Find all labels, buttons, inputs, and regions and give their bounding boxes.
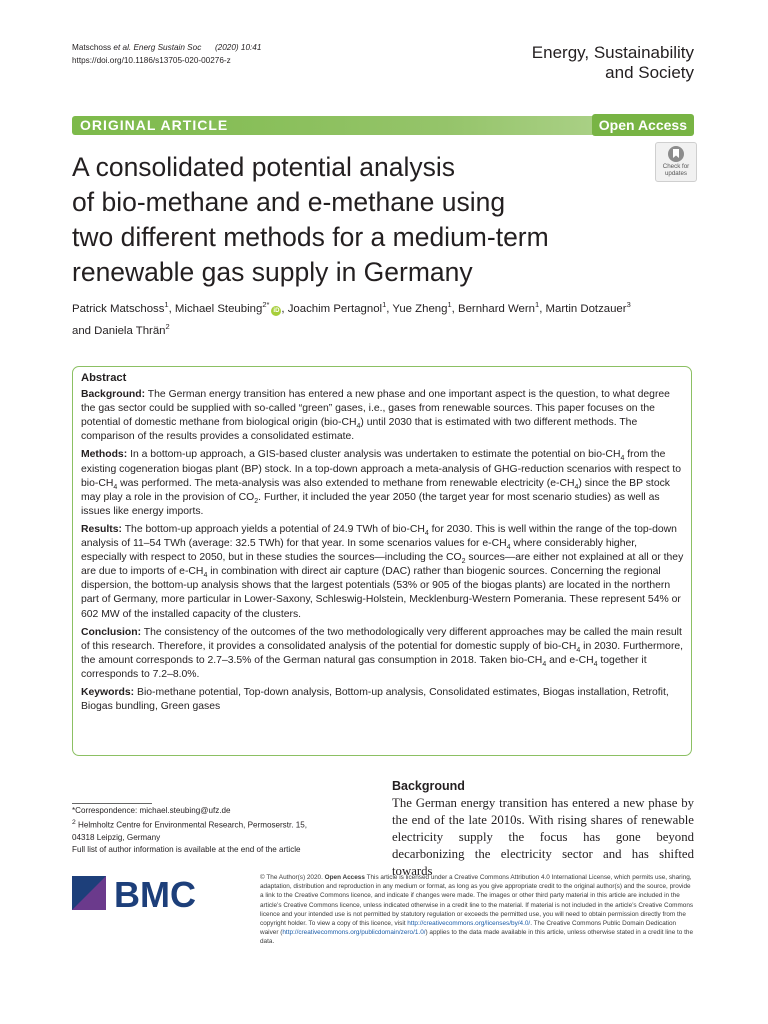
abstract-keywords: Keywords: Bio-methane potential, Top-down analysis, Bottom-up analysis, Consolidated estimates, Biogas installation, Retrofit, Biogas bundling, Green gases (81, 686, 669, 713)
citation-year-volume: (2020) 10:41 (214, 43, 262, 52)
article-type-label: ORIGINAL ARTICLE (80, 117, 229, 133)
section-label: Keywords: (81, 686, 135, 698)
abstract-background: Background: The German energy transition has entered a new phase and one important aspect is the question, to what degree the gas sector could be supplied with so-called “green” gases, i.e., gases from renewable sources. This paper focuses on the potential of domestic methane from biological origin $(bio-CH_4)$ until 2030 that is estimated with two different methods. The comparison of the results provides a consolidated estimate. (81, 389, 670, 443)
footnote-divider (72, 803, 152, 804)
author-name[interactable]: , Martin Dotzauer (539, 302, 627, 315)
body-column (392, 778, 694, 880)
body-paragraph: The German energy transition has entered a new phase by the end of the late 2010s. With rising shares of renewable electricity supply the focus has gone beyond decarbonizing the electricity sector and has shifted towards (392, 796, 694, 878)
section-label: Results: (81, 523, 122, 535)
abstract-conclusion: Conclusion: The consistency of the outcomes of the two methodologically very different approaches may be called the main result of this research. Therefore, it provides a consolidated analysis of the potential for domestic supply of bio-$CH_4$ in 2030. Furthermore, the amount corresponds to 2.7–3.5% of the German natural gas consumption in 2018. Taken bio-$CH_4$ and $e-CH_4$ together it corresponds to 7.2–8.0%. (81, 626, 684, 680)
abstract-content (81, 371, 685, 718)
article-title (72, 150, 632, 290)
correspondence-email[interactable]: *Correspondence: michael.steubing@ufz.de (72, 806, 231, 815)
citation-header (72, 41, 261, 67)
title-line: two different methods for a medium-term (72, 222, 549, 252)
author-name[interactable]: , Joachim Pertagnol (281, 302, 383, 315)
correspondence-footnote (72, 805, 352, 856)
public-domain-link[interactable]: http://creativecommons.org/publicdomain/zero/1.0/ (282, 929, 426, 937)
citation-authors: Matschoss (72, 43, 112, 52)
affiliation-line: $^2$ Helmholtz Centre for Environmental Research, Permoserstr. 15, (72, 819, 307, 830)
section-label: Methods: (81, 449, 128, 461)
author-name[interactable]: Patrick Matschoss (72, 302, 165, 315)
section-label: Background: (81, 389, 146, 401)
bmc-logo-icon (72, 874, 214, 914)
check-updates-line1: Check for (662, 163, 690, 170)
bookmark-ribbon-icon (666, 145, 686, 163)
affiliation-mark: 2* (262, 300, 270, 309)
abstract-heading: Abstract (81, 372, 127, 384)
bmc-logo-text: BMC (114, 874, 196, 914)
title-line: renewable gas supply in Germany (72, 257, 473, 287)
journal-name-line1: Energy, Sustainability (531, 43, 694, 62)
check-for-updates-button[interactable] (655, 142, 697, 182)
license-link[interactable]: http://creativecommons.org/licenses/by/4.0/ (407, 920, 531, 928)
section-label: Conclusion: (81, 626, 142, 638)
open-access-badge: Open Access (592, 114, 694, 136)
author-name[interactable]: and Daniela Thrän (72, 324, 166, 337)
orcid-icon[interactable]: iD (273, 307, 280, 314)
author-name[interactable]: , Bernhard Wern (451, 302, 536, 315)
abstract-results: Results: The bottom-up approach yields a potential of 24.9 TWh of bio-$CH_4$ for 2030. This is well within the range of the top-down analysis of 11–54 TWh (average: 32.5 TWh) for that year. In some scenarios values for $e-CH_4$ where considerably higher, especially with respect to 2050, but in these studies the sources—including the $CO_2$ sources—are either not explained at all or they are due to imports of $e-CH_4$ in combination with direct air capture (DAC) rather than biogenic sources. Concerning the regional dispersion, the bottom-up analysis shows that the largest potentials (53% or 905 of the biogas plants) are located in the northern part of Germany, more particular in Lower-Saxony, Schleswig-Holstein, Mecklenburg-Western Pomerania. These represent 54% or 602 MW of the installed capacity of the clusters. (81, 523, 684, 620)
author-name[interactable]: , Michael Steubing (168, 302, 263, 315)
license-notice: © The Author(s) 2020. Open Access This article is licensed under a Creative Commons Attribution 4.0 International License, which permits use, sharing, adaptation, distribution and reproduction in any medium or format, as long as you give appropriate credit to the original author(s) and the source, provide a link to the Creative Commons licence, and indicate if changes were made. The images or other third party material in this article are included in the article’s Creative Commons licence, unless indicated otherwise in a credit line to the material. If material is not included in the article’s Creative Commons licence and your intended use is not permitted by statutory regulation or exceeds the permitted use, you will need to obtain permission directly from the copyright holder. To view a copy of this licence, visit http://creativecommons.org/licenses/by/4.0/. The Creative Commons Public Domain Dedication waiver (http://creativecommons.org/publicdomain/zero/1.0/) applies to the data made available in this article, unless otherwise stated in a credit line to the data. (260, 874, 694, 946)
abstract-methods: Methods: In a bottom-up approach, a GIS-based cluster analysis was undertaken to estimate the potential on bio-$CH_4$ from the existing cogeneration biogas plant (BP) stock. In a top-down approach a meta-analysis of GHG-reduction scenarios with respect to bio-$CH_4$ was performed. The meta-analysis was also extended to methane from renewable electricity $(e-CH_4)$ since the BP stock may play a role in the provision of $CO_2$. Further, it included the year 2050 (the target year for most scenario studies) as well as issues like energy imports. (81, 449, 682, 517)
citation-etal: et al. (113, 43, 132, 52)
affiliation-mark: 1 (382, 300, 387, 309)
journal-name (532, 43, 694, 83)
affiliation-mark: 1 (164, 300, 169, 309)
check-updates-line2: updates (664, 170, 688, 177)
open-access-label: Open Access (324, 874, 365, 881)
doi-link[interactable]: https://doi.org/10.1186/s13705-020-00276-z (72, 56, 231, 65)
affiliation-mark: 1 (535, 300, 540, 309)
affiliation-mark: 1 (447, 300, 452, 309)
affiliation-mark: 2 (165, 321, 170, 331)
affiliation-line: 04318 Leipzig, Germany (72, 832, 161, 842)
journal-name-line2: and Society (605, 63, 694, 82)
author-name[interactable]: , Yue Zheng (386, 302, 448, 315)
affiliation-mark: 3 (626, 300, 631, 309)
author-info-note: Full list of author information is available at the end of the article (72, 844, 301, 854)
section-heading: Background (392, 779, 465, 793)
title-line: of bio-methane and e-methane using (72, 187, 506, 217)
author-list (72, 296, 712, 340)
title-line: A consolidated potential analysis (72, 152, 456, 182)
citation-journal: Energ Sustain Soc (133, 43, 202, 52)
